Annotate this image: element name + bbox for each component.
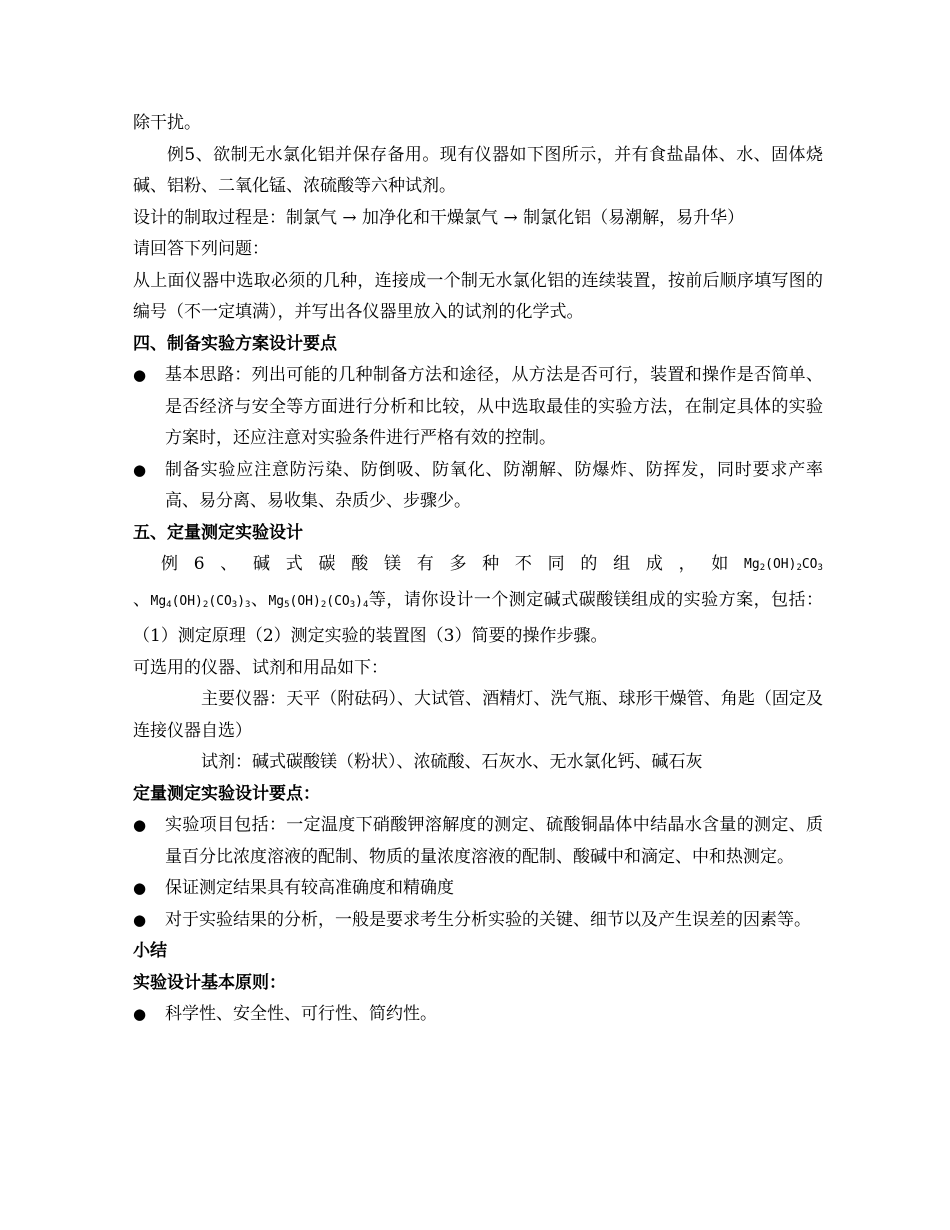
options-intro: 可选用的仪器、试剂和用品如下： bbox=[133, 657, 388, 678]
bullet-text: 对于实验结果的分析，一般是要求考生分析实验的关键、细节以及产生误差的因素等。 bbox=[165, 909, 811, 930]
paragraph-continuation: 除干扰。 bbox=[133, 113, 201, 133]
bullet-icon: ● bbox=[133, 816, 147, 834]
summary-heading: 小结 bbox=[133, 941, 167, 961]
example-5-paragraph: 例5、欲制无水氯化铝并保存备用。现有仪器如下图所示，并有食盐晶体、水、固体烧碱、铝粉、二氧化锰、浓硫酸等六种试剂。 bbox=[133, 144, 823, 196]
bullet-icon: ● bbox=[133, 366, 147, 384]
formula-mg5: $Mg_5(OH)_2(CO_3)_4$ bbox=[268, 593, 369, 610]
summary-subheading: 实验设计基本原则： bbox=[133, 972, 286, 993]
instruments-list: 主要仪器：天平（附砝码）、大试管、酒精灯、洗气瓶、球形干燥管、角匙（固定及连接仪器自选） bbox=[133, 689, 823, 741]
bullet-text: 实验项目包括：一定温度下硝酸钾溶解度的测定、硫酸铜晶体中结晶水含量的测定、质量百分比浓度溶液的配制、物质的量浓度溶液的配制、酸碱中和滴定、中和热测定。 bbox=[165, 815, 823, 867]
example-6-first-line: 例 6 、 碱 式 碳 酸 镁 有 多 种 不 同 的 组 成 ， 如 $Mg_2(OH)_2CO_3$ bbox=[133, 549, 823, 585]
process-line: 设计的制取过程是：制氯气 → 加净化和干燥氯气 → 制氯化铝（易潮解，易升华） bbox=[133, 207, 745, 228]
bullet-text: 制备实验应注意防污染、防倒吸、防氧化、防潮解、防爆炸、防挥发，同时要求产率高、易分离、易收集、杂质少、步骤少。 bbox=[165, 459, 823, 511]
keypoints-heading: 定量测定实验设计要点： bbox=[133, 783, 320, 804]
keypoints-bullet-1 bbox=[133, 810, 823, 873]
section-4-bullet-2 bbox=[133, 455, 823, 518]
keypoints-bullet-3 bbox=[133, 905, 823, 937]
bullet-icon: ● bbox=[133, 1005, 147, 1023]
section-4-bullet-1 bbox=[133, 360, 823, 455]
bullet-text: 保证测定结果具有较高准确度和精确度 bbox=[165, 878, 454, 898]
section-4-heading: 四、制备实验方案设计要点 bbox=[133, 333, 337, 354]
reagents-list: 试剂：碱式碳酸镁（粉状）、浓硫酸、石灰水、无水氯化钙、碱石灰 bbox=[201, 752, 703, 772]
document-page bbox=[133, 108, 823, 1031]
formula-mg4: $Mg_4(OH)_2(CO_3)_3$ bbox=[150, 593, 251, 610]
formula-mg2: $Mg_2(OH)_2CO_3$ bbox=[744, 557, 823, 573]
bullet-icon: ● bbox=[133, 460, 147, 479]
example-6-continuation: 、$Mg_4(OH)_2(CO_3)_3$、$Mg_5(OH)_2(CO_3)_4$等，请你设计一个测定碱式碳酸镁组成的实验方案，包括：（1）测定原理（2）测定实验的装置图（3）简要的操作步骤。 bbox=[133, 589, 824, 646]
keypoints-bullet-2 bbox=[133, 873, 823, 905]
section-5-heading: 五、定量测定实验设计 bbox=[133, 522, 303, 543]
question-prompt: 请回答下列问题： bbox=[133, 239, 269, 259]
bullet-text: 科学性、安全性、可行性、简约性。 bbox=[165, 1004, 437, 1024]
bullet-text: 基本思路：列出可能的几种制备方法和途径，从方法是否可行，装置和操作是否简单、是否经济与安全等方面进行分析和比较，从中选取最佳的实验方法，在制定具体的实验方案时，还应注意对实验条件进行严格有效的控制。 bbox=[165, 365, 823, 448]
question-text: 从上面仪器中选取必须的几种，连接成一个制无水氯化铝的连续装置，按前后顺序填写图的编号（不一定填满），并写出各仪器里放入的试剂的化学式。 bbox=[133, 270, 823, 322]
summary-bullet-1 bbox=[133, 999, 823, 1031]
bullet-icon: ● bbox=[133, 879, 147, 897]
bullet-icon: ● bbox=[133, 910, 147, 929]
